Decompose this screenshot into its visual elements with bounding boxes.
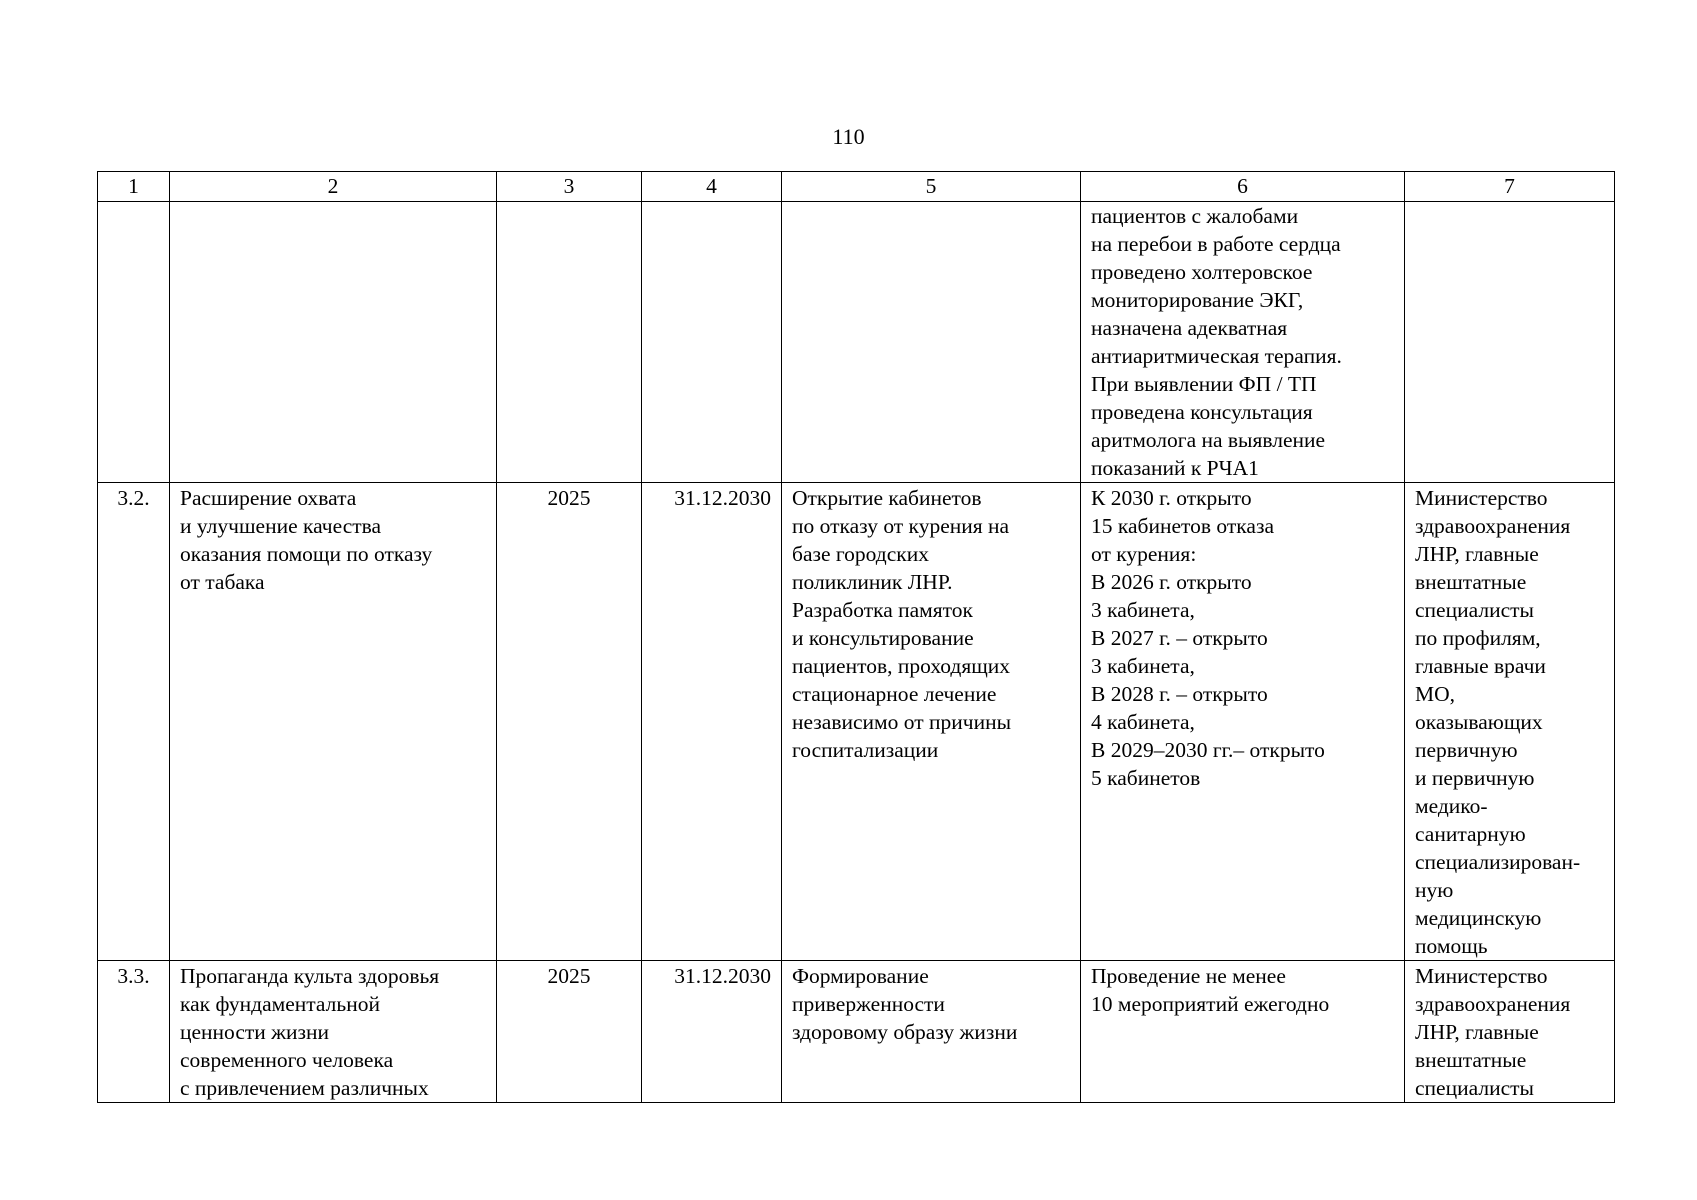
header-col-1: 1 [98, 172, 170, 202]
header-col-4: 4 [642, 172, 782, 202]
cell-start: 2025 [497, 961, 642, 1103]
cell-responsible: Министерство здравоохранения ЛНР, главные внештатные специалисты по профилям, главные врачи МО, оказывающих первичную и первичную медико- санитарную специализирован- ную медицинскую помощь [1405, 483, 1615, 961]
cell-result: Проведение не менее 10 мероприятий ежегодно [1081, 961, 1405, 1103]
cell-content [782, 202, 1081, 483]
cell-measure: Пропаганда культа здоровья как фундаментальной ценности жизни современного человека с привлечением различных [170, 961, 497, 1103]
cell-end: 31.12.2030 [642, 961, 782, 1103]
cell-number: 3.3. [98, 961, 170, 1103]
measures-table [97, 171, 1615, 1103]
cell-measure: Расширение охвата и улучшение качества оказания помощи по отказу от табака [170, 483, 497, 961]
cell-start [497, 202, 642, 483]
table-row [98, 202, 1615, 483]
cell-content: Открытие кабинетов по отказу от курения на базе городских поликлиник ЛНР. Разработка памяток и консультирование пациентов, проходящих стационарное лечение независимо от причины госпитализации [782, 483, 1081, 961]
cell-number: 3.2. [98, 483, 170, 961]
header-col-5: 5 [782, 172, 1081, 202]
cell-number [98, 202, 170, 483]
header-col-3: 3 [497, 172, 642, 202]
header-row [98, 172, 1615, 202]
cell-measure [170, 202, 497, 483]
header-col-7: 7 [1405, 172, 1615, 202]
cell-result: пациентов с жалобами на перебои в работе сердца проведено холтеровское мониторирование ЭКГ, назначена адекватная антиаритмическая терапия. При выявлении ФП / ТП проведена консультация аритмолога на выявление показаний к РЧА1 [1081, 202, 1405, 483]
page-number: 110 [832, 124, 865, 149]
cell-responsible [1405, 202, 1615, 483]
cell-result: К 2030 г. открыто 15 кабинетов отказа от курения: В 2026 г. открыто 3 кабинета, В 2027 г. – открыто 3 кабинета, В 2028 г. – открыто 4 кабинета, В 2029–2030 гг.– открыто 5 кабинетов [1081, 483, 1405, 961]
cell-end [642, 202, 782, 483]
cell-end: 31.12.2030 [642, 483, 782, 961]
cell-start: 2025 [497, 483, 642, 961]
cell-responsible: Министерство здравоохранения ЛНР, главные внештатные специалисты [1405, 961, 1615, 1103]
header-col-2: 2 [170, 172, 497, 202]
header-col-6: 6 [1081, 172, 1405, 202]
cell-content: Формирование приверженности здоровому образу жизни [782, 961, 1081, 1103]
table-row [98, 483, 1615, 961]
table-row [98, 961, 1615, 1103]
